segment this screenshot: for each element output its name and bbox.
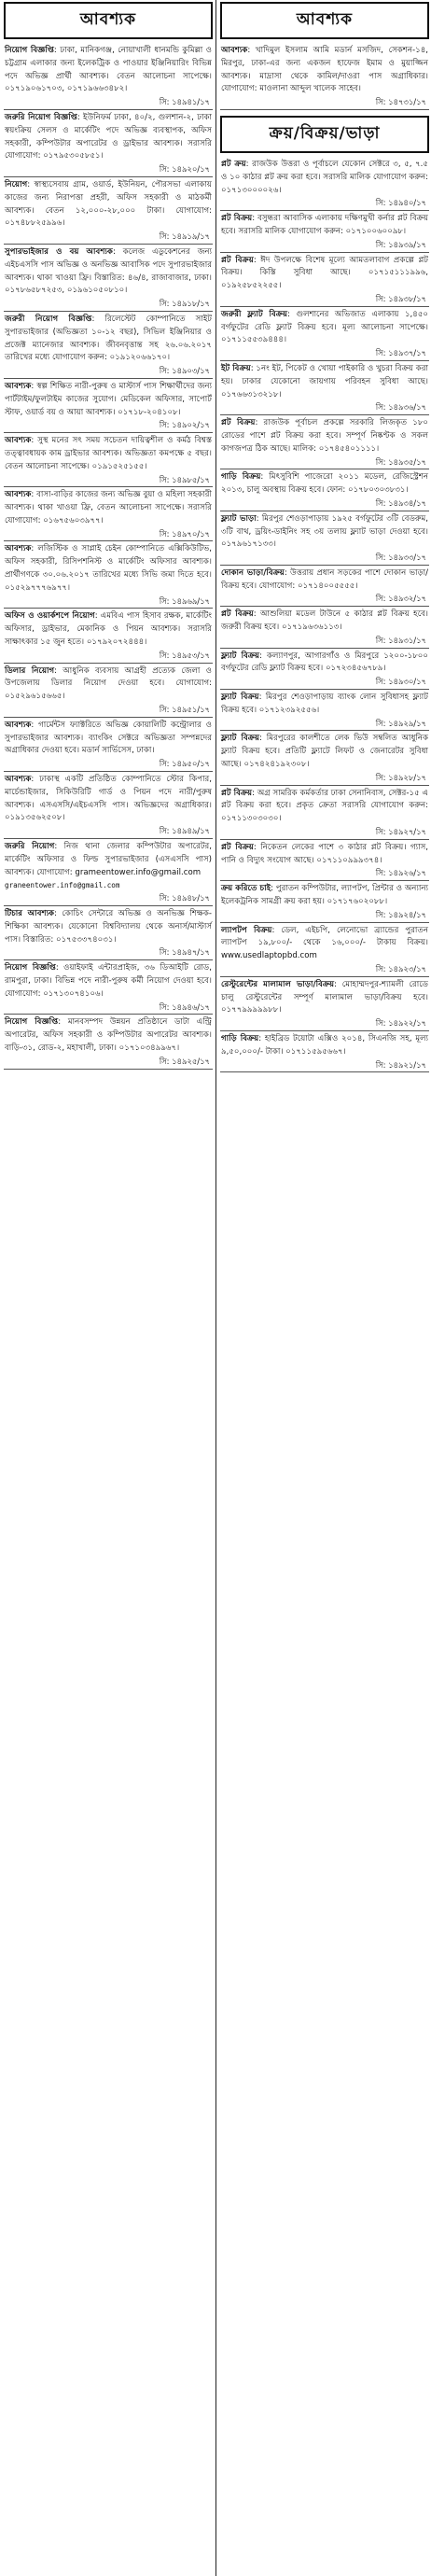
- ad-body: : লজিস্টিক ও সাপ্লাই চেইন কোম্পানিতে এক্সিকিউটিভ, অফিস সহকারী, রিসিপশনিস্ট ও মার্কেটিং অফিসার আবশ্যক। প্রার্থীগণকে ৩০.০৬.২০১৭ তারিখের মধ্যে সিভি জমা দিতে হবে। ০১৫২৯৭৭৭৬৯৭৭।: [5, 544, 212, 593]
- ad-ref: সি: ১৪৯২৪/১৭: [375, 909, 426, 919]
- ad-lead: গাড়ি বিক্রয়: [221, 472, 261, 483]
- ad-body: : ইউনিফর্ম ঢাকা, ৪০/২, গুলশান-২, ঢাকা স্বয়ংক্রিয় সেলস ও মার্কেটিং পদে অভিজ্ঞ ব্যবস্থাপক, অফিস সহকারী, কম্পিউটার অপারেটর ও ড্রাইভার আবশ্যক। সরাসরি যোগাযোগ: ০১৭৯৫৩০৫৮৫১।: [5, 112, 212, 161]
- ad-ref: সি: ১৪৯৩১/১৭: [375, 635, 426, 645]
- ad-lead: গাড়ি বিক্রয়: [221, 1033, 259, 1043]
- classified-ad: [220, 253, 429, 307]
- ad-body: : মিরপুর শেওড়াপাড়ায় ১৯২৫ বর্গফুটের ৩টি বেডরুম, ৩টি বাথ, ড্রয়িং-ডাইনিং সহ ৩য় তলায় ফ্ল্যাট ভাড়া দেওয়া হবে। ০১৭৯৬১৭১৩৩।: [221, 513, 428, 550]
- left-column: [4, 0, 213, 2576]
- ad-lead: নিয়োগ: [5, 179, 28, 189]
- classified-ad: [4, 110, 213, 177]
- ad-lead: অফিস ও ওয়ার্কশপে নিয়োগ: [5, 611, 95, 622]
- ad-body: : মোহাম্মদপুর-শ্যামলী রোডে চালু রেস্টুরেন্টের সম্পূর্ণ মালামাল ভাড়া/বিক্রয় হবে। ০১৭৭৯৯৯৯৯৮৮।: [221, 979, 428, 1015]
- ad-lead: ফ্ল্যাট বিক্রয়: [221, 651, 260, 661]
- ad-body: : মিৎসুবিশি পাজেরো ২০১১ মডেল, রেজিস্ট্রেশন ২০১৩, চালু অবস্থায় বিক্রয় হবে। ফোন: ০১৭৮০৩০৩৮৩১।: [221, 472, 428, 496]
- ad-ref: সি: ১৪৯২৮/১৭: [375, 772, 426, 782]
- ad-body: : সুস্থ মনের সৎ সময় সচেতন দায়িত্বশীল ও কর্মঠ বিশ্বস্ত তত্ত্বাবধায়ক কাম ড্রাইভার আবশ্যক। অভিজ্ঞতা কমপক্ষে ৫ বছর। বেতন আলোচনা সাপেক্ষে। ০১৯১৫২৫১৫৫।: [5, 436, 212, 471]
- classified-ad: [220, 690, 429, 731]
- ad-body: : মিরপুরের কালশীতে লেক ভিউ সম্বলিত আধুনিক ফ্ল্যাট বিক্রয় হবে। প্রতিটি ফ্ল্যাটে লিফট ও জেনারেটর সুবিধা আছে। ০১৭৪২৪১৯২৩০৮।: [221, 734, 428, 770]
- classified-ad: [4, 839, 213, 906]
- ad-lead: ফ্ল্যাট বিক্রয়: [221, 734, 260, 744]
- ad-lead: প্লট বিক্রয়: [221, 609, 254, 620]
- ad-ref: সি: ১৪৯২০/১৭: [159, 164, 210, 175]
- ad-body: : গুলশানের অভিজাত এলাকায় ১,৪৫০ বর্গফুটের রেডি ফ্ল্যাট বিক্রয় হবে। মূল্য আলোচনা সাপেক্ষে। ০১৭১১৫৫৩৯৪৪৪।: [221, 309, 429, 345]
- ad-ref: সি: ১৪৯৪১/১৭: [159, 97, 210, 107]
- ad-lead: জরুরি নিয়োগ বিজ্ঞপ্তি: [5, 112, 77, 122]
- ad-lead: রেস্টুরেন্টের মালামাল ভাড়া/বিক্রয়: [221, 979, 335, 989]
- ad-lead: ফ্ল্যাট ভাড়া: [221, 513, 257, 524]
- classified-ad: [4, 906, 213, 960]
- classified-ad: [4, 43, 213, 110]
- classified-ad: [220, 840, 429, 881]
- ad-body: : রাজউক উত্তরা ও পূর্বাচলে যেকোন সেক্টরে ৩, ৫, ৭.৫ ও ১০ কাঠার প্লট ক্রয় করা হবে। সরাসরি মালিক যোগাযোগ করুন: ০১৭১৩০০০০২৬।: [221, 159, 428, 195]
- ad-body: : মিরপুর শেওড়াপাড়ায় ব্যাংক লোন সুবিধাসহ ফ্ল্যাট বিক্রয় হবে। ০১৭১২৩৯২৫৫৬।: [221, 693, 428, 715]
- classified-ad: [4, 312, 213, 379]
- ad-ref: সি: ১৪৯২২/১৭: [375, 1018, 426, 1029]
- classified-ad: [4, 541, 213, 609]
- ad-lead: ডিলার নিয়োগ: [5, 665, 55, 676]
- classified-ad: [220, 607, 429, 648]
- ad-lead: ইট বিক্রয়: [221, 363, 251, 373]
- right-column: [220, 0, 429, 2576]
- ad-ref: সি: ১৪৯৩৯/১৭: [375, 239, 426, 249]
- classified-ad: [220, 731, 429, 785]
- ad-ref: সি: ১৪৯৭০/১৭: [159, 528, 210, 539]
- classified-ad: [4, 664, 213, 718]
- ad-ref: সি: ১৪৯৪৯/১৭: [159, 826, 210, 836]
- ad-lead: আবশ্যক: [5, 490, 32, 500]
- ad-lead: টিচার আবশ্যক: [5, 909, 55, 918]
- ad-lead: প্লট বিক্রয়: [221, 842, 254, 852]
- classified-ad: [4, 379, 213, 433]
- ad-body: : এমবিএ পাস হিসাব রক্ষক, মার্কেটিং অফিসার, ড্রাইভার, মেকানিক ও পিয়ন আবশ্যক। সরাসরি সাক্ষাৎকার ১৫ জুন হতে। ০১৭৯২০৭২৪৪৪।: [5, 611, 212, 648]
- right-ads-list: [220, 157, 429, 1072]
- classified-ad: [220, 157, 429, 211]
- section-header-wanted: আবশ্যক: [4, 2, 213, 39]
- ad-body: : বাসা-বাড়ির কাজের জন্য অভিজ্ঞ বুয়া ও মহিলা সহকারী আবশ্যক। থাকা খাওয়া ফ্রি, বেতন আলোচনা সাপেক্ষে। সরাসরি যোগাযোগ: ০১৬৭৫৬০৩৯৭৭।: [5, 490, 212, 525]
- classified-ad: [220, 511, 429, 566]
- ad-lead: জরুরী নিয়োগ বিজ্ঞপ্তি: [5, 314, 92, 324]
- ad-ref: সি: ১৪৯৮৫/১৭: [159, 474, 210, 484]
- ad-ref: সি: ১৪৯৫০/১৭: [159, 759, 210, 769]
- ad-body: : স্বাস্থ্যসেবায় গ্রাম, ওয়ার্ড, ইউনিয়ন, পৌরসভা এলাকায় কাজের জন্য নিরাপত্তা প্রহরী, অফিস সহকারী ও মাঠকর্মী আবশ্যক। বেতন ১২,০০০-২৮,০০০ টাকা। যোগাযোগ: ০১৭৪৮৮২৫৯৯৬।: [5, 179, 212, 229]
- classified-ad: [4, 772, 213, 839]
- classified-ad: [220, 566, 429, 607]
- ad-email: graneentower.info@gmail.com: [5, 881, 120, 890]
- ad-body: : বসুন্ধরা আবাসিক এলাকায় দক্ষিণমুখী কর্নার প্লট বিক্রয় হবে। সরাসরি মালিক যোগাযোগ করুন: ০১৭১০০৬০০৯৮।: [221, 214, 428, 236]
- classified-ad: [220, 415, 429, 469]
- ad-lead: প্লট বিক্রয়: [221, 255, 254, 265]
- ad-ref: সি: ১৪৯২১/১৭: [375, 1059, 426, 1070]
- ad-lead: প্লট বিক্রয়: [221, 788, 253, 798]
- ad-ref: সি: ১৪৯৫১/১৭: [159, 705, 210, 715]
- ad-body: : ঢাকাস্থ একটি প্রতিষ্ঠিত কোম্পানিতে স্টোর কিপার, মার্চেন্ডাইজার, সিকিউরিটি গার্ড ও পিয়ন পদে নারী/পুরুষ আবশ্যক। এসএসসি/এইচএসসি পাস। অভিজ্ঞদের অগ্রাধিকার। ০১৯১৩৫৬২৫০৮।: [5, 775, 212, 823]
- classified-ad: [4, 177, 213, 245]
- ad-ref: সি: ১৪৯২৫/১৭: [159, 1056, 210, 1066]
- ad-body: : কোচিং সেন্টারে অভিজ্ঞ ও অনভিজ্ঞ শিক্ষক-শিক্ষিকা আবশ্যক। যেকোনো বিশ্ববিদ্যালয় থেকে অনার্স/মাস্টার্স পাস। বিস্তারিত: ০১৭৫৩৩৭৪০৩১।: [5, 909, 212, 945]
- ad-ref: সি: ১৪৯৪৭/১৭: [159, 947, 210, 958]
- classified-ad: [220, 43, 429, 110]
- ad-ref: সি: ১৪৯৩০/১৭: [375, 677, 426, 687]
- ad-body: : খাদিমুল ইসলাম আমি মডার্ন মসজিদ, সেকশন-১৪, মিরপুর, ঢাকা-এর জন্য একজন হাফেজ ইমাম ও মুয়াজ্জিন আবশ্যক। মাদ্রাসা থেকে কামিল/দাওরা পাস অগ্রাধিকার। যোগাযোগ: মাওলানা আব্দুল খালেক সাহেব।: [221, 46, 428, 94]
- ad-body: : ঢাকা, মানিকগঞ্জ, নোয়াখালী ধানমন্ডি কুমিল্লা ও চট্টগ্রাম এলাকার জন্য ইলেকট্রিক ও পাওয়ার ইঞ্জিনিয়ারিং বিভিন্ন পদে অভিজ্ঞ প্রার্থী আবশ্যক। বেতন আলোচনা সাপেক্ষে। ০১৭১৯০৬১৭০৩, ০১৭১৯৬৬৩৪৮২।: [5, 46, 212, 94]
- ad-lead: ফ্ল্যাট বিক্রয়: [221, 693, 259, 703]
- ad-body: : ডেল, এইচপি, লেনোভো ব্র্যান্ডের পুরাতন ল্যাপটপ ১৯,৮০০/- থেকে ১৬,০০০/- টাকায় বিক্রয়। www.usedlaptopbd.com: [221, 925, 428, 961]
- ad-lead: ক্রয় করিতে চাই: [221, 884, 271, 894]
- ad-ref: সি: ১৪৯০৩/১৭: [159, 366, 210, 376]
- ad-body: : নিকেতন লেকের পাশে ৩ কাঠার প্লট বিক্রয়। গ্যাস, পানি ও বিদ্যুৎ সংযোগ আছে। ০১৭১১০৯৯৯৩৭৪।: [221, 842, 428, 865]
- ad-ref: সি: ১৪৯৩২/১৭: [375, 594, 426, 604]
- ad-lead: নিয়োগ বিজ্ঞপ্তি: [5, 963, 56, 973]
- section-header-buy-sell-rent: ক্রয়/বিক্রয়/ভাড়া: [220, 116, 429, 153]
- classified-ad: [220, 1031, 429, 1072]
- classified-ad: [4, 433, 213, 487]
- left-ads-list: [4, 43, 213, 1070]
- section-header-wanted-right: আবশ্যক: [220, 2, 429, 39]
- ad-lead: সুপারভাইজার ও বয় আবশ্যক: [5, 246, 113, 257]
- ad-lead: প্লট বিক্রয়: [221, 418, 256, 428]
- ad-lead: আবশ্যক: [5, 544, 32, 554]
- ad-body: : পুরাতন কম্পিউটার, ল্যাপটপ, প্রিন্টার ও অন্যান্য ইলেকট্রনিক সামগ্রী ক্রয় করা হয়। ০১৭১৭৬০২০৮৮।: [221, 884, 428, 907]
- classified-ad: [220, 977, 429, 1031]
- ad-ref: সি: ১৪৯১৯/১৭: [159, 231, 210, 242]
- ad-body: : নিজ থানা জেলার কম্পিউটার অপারেটর, মার্কেটিং অফিসার ও ফিল্ড সুপারভাইজার (এসএসসি পাস) আবশ্যক। যোগাযোগ: grameentower.info@gmail.com: [5, 842, 213, 877]
- ad-body: : ১নং ইট, পিকেট ও খোয়া পাইকারি ও খুচরা বিক্রয় করা হয়। ঢাকার যেকোনো জায়গায় পরিবহন সুবিধা আছে। ০১৭৬৬৩১৩২১৮।: [221, 363, 428, 399]
- ad-lead: নিয়োগ বিজ্ঞপ্তি: [5, 1017, 59, 1028]
- ad-ref: সি: ১৪৭৩১/১৭: [375, 97, 426, 107]
- classified-ad: [4, 609, 213, 663]
- classified-ad: [220, 307, 429, 361]
- ad-lead: জরুরি নিয়োগ: [5, 842, 55, 852]
- ad-lead: জরুরী ফ্ল্যাট বিক্রয়: [221, 309, 288, 319]
- ad-ref: সি: ১৪৯২৭/১৭: [375, 827, 426, 837]
- ad-body: : গার্মেন্টস ফ্যাক্টরিতে অভিজ্ঞ কোয়ালিটি কন্ট্রোলার ও সুপারভাইজার আবশ্যক। ব্যাংকিং সেক্টরে অভিজ্ঞতা সম্পন্নদের অগ্রাধিকার দেওয়া হবে। মডার্ন সার্ভিসেস, ঢাকা।: [5, 720, 212, 756]
- ad-body: : আশুলিয়া মডেল টাউনে ৫ কাঠার প্লট বিক্রয় হবে। জরুরী বিক্রয় হবে। ০১৭১৯৬৩৬১১৩।: [221, 609, 429, 633]
- ad-body: : মানবসম্পদ উন্নয়ন প্রতিষ্ঠানে ডাটা এন্ট্রি অপারেটর, অফিস সহকারী ও কম্পিউটার অপারেটর আবশ্যক। বাড়ি-৩১, রোড-২, মহাখালী, ঢাকা। ০১৭১০৩৪৯৯৬৭।: [5, 1017, 212, 1053]
- ad-body: : আধুনিক ব্যবসায় আগ্রহী প্রত্যেক জেলা ও উপজেলায় ডিলার নিয়োগ দেওয়া হবে। যোগাযোগ: ০১৫২৯৬১৫৬৬৫।: [5, 665, 212, 702]
- classified-ad: [4, 960, 213, 1015]
- ad-body: : ওয়াইফাই এন্টারপ্রাইজ, ৩৬ ডিআইটি রোড, রামপুরা, ঢাকা। বিভিন্ন পদে নারী-পুরুষ কর্মী নিয়োগ দেওয়া হবে। যোগাযোগ: ০১৭১৩০৭৪১০৬।: [5, 963, 212, 999]
- classified-ad: [220, 786, 429, 840]
- ad-body: : উত্তরায় প্রধান সড়কের পাশে দোকান ভাড়া/বিক্রয় হবে। যোগাযোগ: ০১৭১৪০০৫৫৫৫।: [221, 567, 428, 591]
- ad-body: : ঈদ উপলক্ষে বিশেষ মূল্যে আমতলাবাগ প্রকল্পে প্লট বিক্রয়। কিস্তি সুবিধা আছে। ০১৭১৫১১১৯৯৬, ০১৯২৫৮৫২২৫৫।: [221, 255, 428, 291]
- ad-body: : রিলেস্টেট কোম্পানিতে সাইট সুপারভাইজার (অভিজ্ঞতা ১০-১২ বছর), সিভিল ইঞ্জিনিয়ার ও প্রজেক্ট ম্যানেজার আবশ্যক। জীবনবৃত্তান্ত সহ ২৬.০৬.২০১৭ তারিখের মধ্যে যোগাযোগ করুন: ০১৯১২০৬৬১৭০।: [5, 314, 212, 363]
- ad-lead: আবশ্যক: [5, 775, 32, 785]
- ad-body: : রাজউক পূর্বাচল প্রকল্পে সরকারি লিজকৃত ১৮০ রোডের পাশে প্লট বিক্রয় করা হবে। সম্পূর্ণ নিষ্কণ্টক ও সকল কাগজপত্র ঠিক আছে। মালিক: ০১৭৪৫৪০১১১১।: [221, 418, 428, 454]
- ad-ref: সি: ১৪৯৪৮/১৭: [159, 893, 210, 903]
- ad-ref: সি: ১৪৯১৮/১৭: [159, 299, 210, 309]
- ad-ref: সি: ১৪৯৩৬/১৭: [375, 402, 426, 413]
- classified-ad: [4, 487, 213, 541]
- classified-ad: [4, 1015, 213, 1069]
- ad-ref: সি: ১৪৯৩৮/১৭: [375, 293, 426, 303]
- classified-ad: [4, 245, 213, 312]
- ad-ref: সি: ১৪৯৬৯/১৭: [159, 595, 210, 606]
- ad-ref: সি: ১৪৯২৯/১৭: [375, 718, 426, 728]
- ad-ref: সি: ১৪৯০২/১৭: [159, 420, 210, 430]
- ad-lead: নিয়োগ বিজ্ঞপ্তি: [5, 46, 54, 55]
- ad-lead: দোকান ভাড়া/বিক্রয়: [221, 567, 285, 578]
- ad-lead: আবশ্যক: [5, 436, 32, 446]
- classified-ad: [220, 649, 429, 690]
- ad-lead: প্লট ক্রয়: [221, 159, 246, 169]
- classified-ad: [220, 469, 429, 511]
- classified-ad: [220, 923, 429, 977]
- ad-lead: আবশ্যক: [5, 720, 32, 730]
- ad-lead: ল্যাপটপ বিক্রয়: [221, 925, 272, 935]
- ad-ref: সি: ১৪৯৩৭/১৭: [375, 348, 426, 358]
- ad-lead: প্লট বিক্রয়: [221, 214, 253, 224]
- ad-lead: আবশ্যক: [221, 46, 248, 55]
- ad-lead: আবশ্যক: [5, 381, 32, 391]
- ad-body: : কল্যাণপুর, আগারগাঁও ও মিরপুরে ১২০০-১৮০০ বর্গফুটের রেডি ফ্ল্যাট বিক্রয় হবে। ০১৭২৩৪৫৬৭৮৯।: [221, 651, 428, 674]
- ad-body: : অগ্র সামরিক কর্মকর্তার ঢাকা সেনানিবাস, সেক্টর-১৫ এ প্লট বিক্রয় করা হবে। প্রকৃত ক্রেতা সরাসরি যোগাযোগ করুন: ০১৭১১৩০৩০৩০।: [221, 788, 429, 824]
- ad-ref: সি: ১৪৯৩৫/১৭: [375, 456, 426, 467]
- ad-ref: সি: ১৪৯৪৬/১৭: [159, 1001, 210, 1012]
- ad-ref: সি: ১৪৯৩৪/১৭: [375, 497, 426, 508]
- ad-ref: সি: ১৪৯৪০/১৭: [375, 198, 426, 208]
- classified-ad: [220, 211, 429, 252]
- ad-ref: সি: ১৪৯৫৩/১৭: [159, 650, 210, 660]
- ad-body: : স্বল্প শিক্ষিত নারী-পুরুষ ও মাস্টার্স পাস শিক্ষার্থীদের জন্য পার্টটাইম/ফুলটাইম কাজের সুযোগ। মেডিকেল অফিসার, সাপোর্ট স্টাফ, ওয়ার্ড বয় ও আয়া আবশ্যক। ০১৭১৮-২০৪১০৮।: [5, 381, 212, 417]
- ad-body: : হাইব্রিড টয়োটা এক্সিও ২০১৪, সিএনজি সহ, মূল্য ৯,৫০,০০০/- টাকা। ০১৭১১৫৯৫৬৬৭।: [221, 1033, 428, 1057]
- classified-ad: [220, 881, 429, 922]
- ad-ref: সি: ১৪৯২৬/১৭: [375, 868, 426, 878]
- classified-ad: [4, 718, 213, 772]
- ad-ref: সি: ১৪৯২৩/১৭: [375, 964, 426, 973]
- ad-body: : কলেজ এডুকেশনের জন্য এইচএসসি পাস অভিজ্ঞ ও অনভিজ্ঞ আবাসিক পদে সুপারভাইজার আবশ্যক। থাকা খাওয়া ফ্রি। বিস্তারিত: ৪৬/৪, রাজাবাজার, ঢাকা। ০১৭৮৬৫৮৭২৫৩, ০১৯৬১০৫০৮১০।: [5, 246, 213, 296]
- classified-ad: [220, 361, 429, 415]
- ad-ref: সি: ১৪৯৩৩/১৭: [375, 553, 426, 563]
